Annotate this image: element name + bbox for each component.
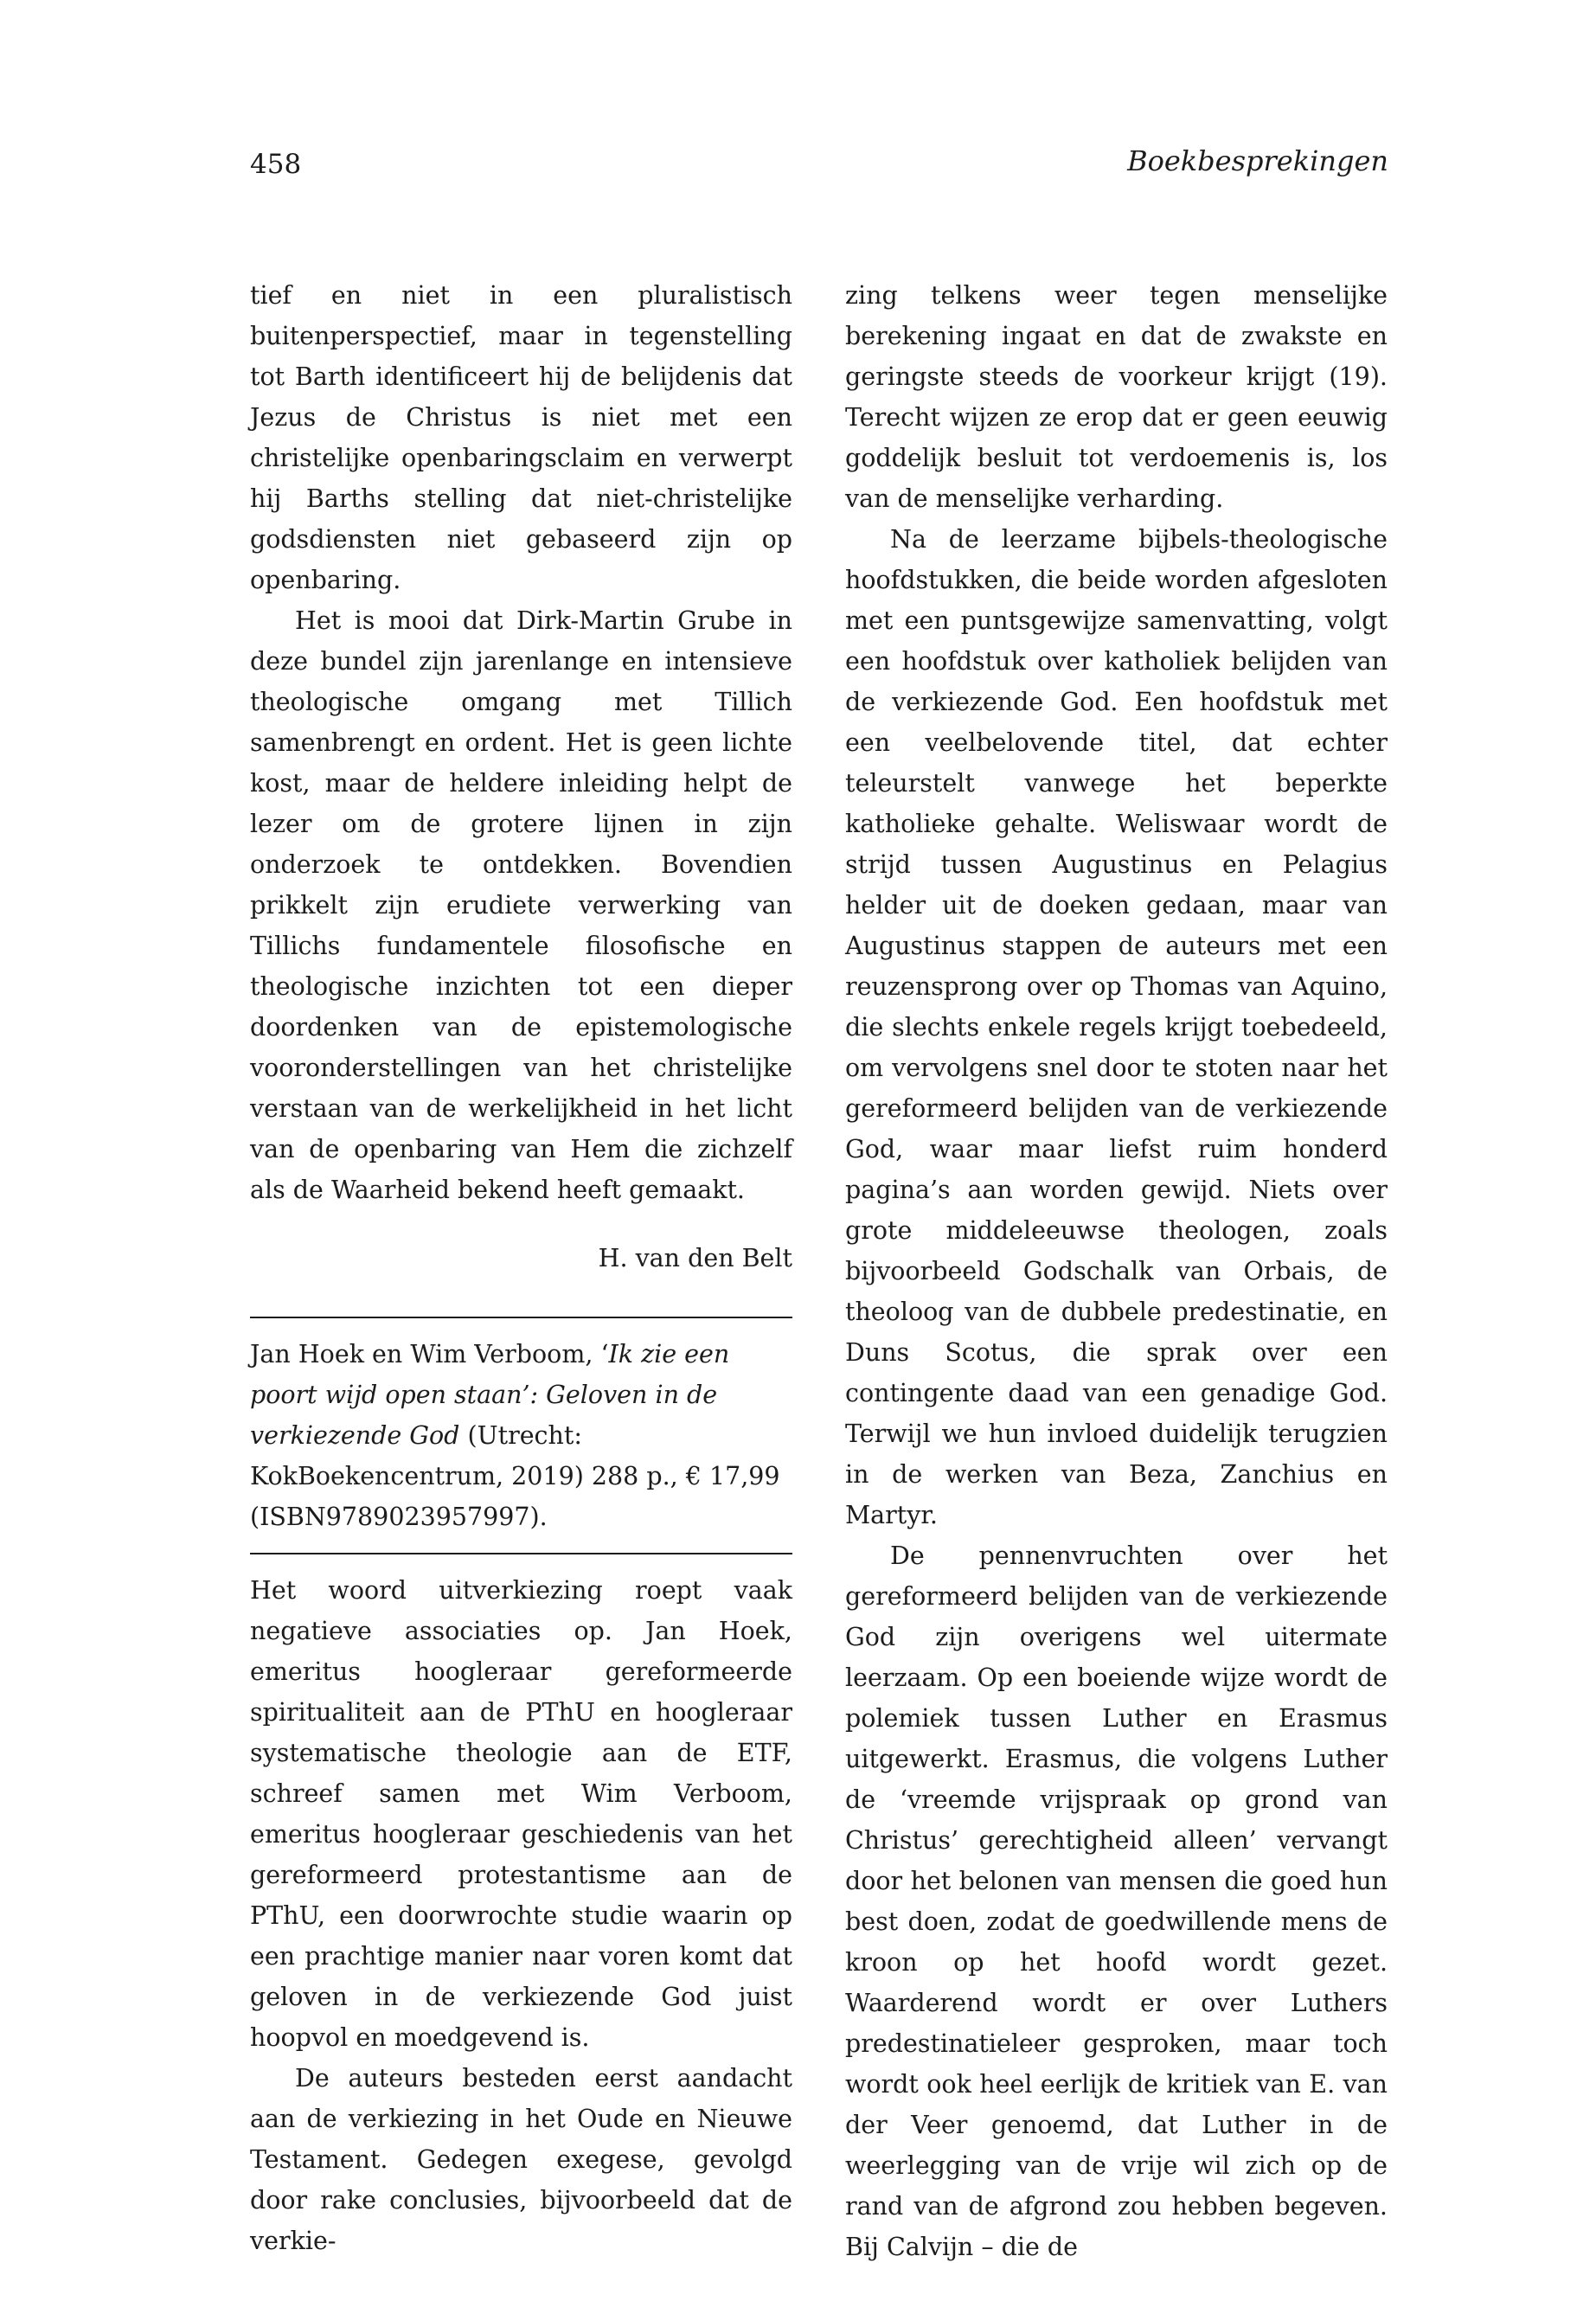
divider bbox=[250, 1317, 792, 1318]
book-title: Ik zie een poort wijd open staan’: Geloven in de verkiezende God bbox=[250, 1340, 730, 1450]
reviewer-signature: H. van den Belt bbox=[598, 1244, 792, 1272]
left-column bbox=[250, 275, 792, 2261]
paragraph: De auteurs besteden eerst aandacht aan de verkiezing in het Oude en Nieuwe Testament. Gedegen exegese, gevolgd door rake conclusies, bijvoorbeeld dat de verkie- bbox=[250, 2064, 792, 2255]
paragraph: tief en niet in een pluralistisch buitenperspectief, maar in tegenstelling tot Barth identificeert hij de belijdenis dat Jezus de Christus is niet met een christelijke openbaringsclaim en verwerpt hij Barths stelling dat niet-christelijke godsdiensten niet gebaseerd zijn op openbaring. bbox=[250, 281, 792, 594]
book-citation bbox=[250, 1334, 792, 1537]
paragraph: Na de leerzame bijbels-theologische hoofdstukken, die beide worden afgesloten met een puntsgewijze samenvatting, volgt een hoofdstuk over katholiek belijden van de verkiezende God. Een hoofdstuk met een veelbelovende titel, dat echter teleurstelt vanwege het beperkte katholieke gehalte. Weliswaar wordt de strijd tussen Augustinus en Pelagius helder uit de doeken gedaan, maar van Augustinus stappen de auteurs met een reuzensprong over op Thomas van Aquino, die slechts enkele regels krijgt toebedeeld, om vervolgens snel door te stoten naar het gereformeerd belijden van de verkiezende God, waar maar liefst ruim honderd pagina’s aan worden gewijd. Niets over grote middeleeuwse theologen, zoals bijvoorbeeld Godschalk van Orbais, de theoloog van de dubbele predestinatie, en Duns Scotus, die sprak over een contingente daad van een genadige God. Terwijl we hun invloed duidelijk terugzien in de werken van Beza, Zanchius en Martyr. bbox=[845, 525, 1388, 1529]
paragraph: zing telkens weer tegen menselijke berekening ingaat en dat de zwakste en geringste steeds de voorkeur krijgt (19). Terecht wijzen ze erop dat er geen eeuwig goddelijk besluit tot verdoemenis is, los van de menselijke verharding. bbox=[845, 281, 1388, 513]
page-number: 458 bbox=[250, 149, 302, 180]
paragraph: De pennenvruchten over het gereformeerd belijden van de verkiezende God zijn overigens wel uitermate leerzaam. Op een boeiende wijze wordt de polemiek tussen Luther en Erasmus uitgewerkt. Erasmus, die volgens Luther de ‘vreemde vrijspraak op grond van Christus’ gerechtigheid alleen’ vervangt door het belonen van mensen die goed hun best doen, zodat de goedwillende mens de kroon op het hoofd wordt gezet. Waarderend wordt er over Luthers predestinatieleer gesproken, maar toch wordt ook heel eerlijk de kritiek van E. van der Veer genoemd, dat Luther in de weerlegging van de vrije wil zich op de rand van de afgrond zou hebben begeven. Bij Calvijn – die de bbox=[845, 1541, 1388, 2261]
running-head: Boekbesprekingen bbox=[1127, 144, 1388, 177]
right-column bbox=[845, 275, 1388, 2267]
divider bbox=[250, 1553, 792, 1554]
book-details: (Utrecht: KokBoekencentrum, 2019) 288 p., € 17,99 (ISBN9789023957997). bbox=[250, 1421, 780, 1531]
paragraph: Het is mooi dat Dirk-Martin Grube in deze bundel zijn jarenlange en intensieve theologische omgang met Tillich samenbrengt en ordent. Het is geen lichte kost, maar de heldere inleiding helpt de lezer om de grotere lijnen in zijn onderzoek te ontdekken. Bovendien prikkelt zijn erudiete verwerking van Tillichs fundamentele filosofische en theologische inzichten tot een dieper doordenken van de epistemologische vooronderstellingen van het christelijke verstaan van de werkelijkheid in het licht van de openbaring van Hem die zichzelf als de Waarheid bekend heeft gemaakt. bbox=[250, 606, 792, 1204]
paragraph: Het woord uitverkiezing roept vaak negatieve associaties op. Jan Hoek, emeritus hoogleraar gereformeerde spiritualiteit aan de PThU en hoogleraar systematische theologie aan de ETF, schreef samen met Wim Verboom, emeritus hoogleraar geschiedenis van het gereformeerd protestantisme aan de PThU, een doorwrochte studie waarin op een prachtige manier naar voren komt dat geloven in de verkiezende God juist hoopvol en moedgevend is. bbox=[250, 1576, 792, 2052]
book-authors: Jan Hoek en Wim Verboom, ‘ bbox=[250, 1340, 609, 1368]
